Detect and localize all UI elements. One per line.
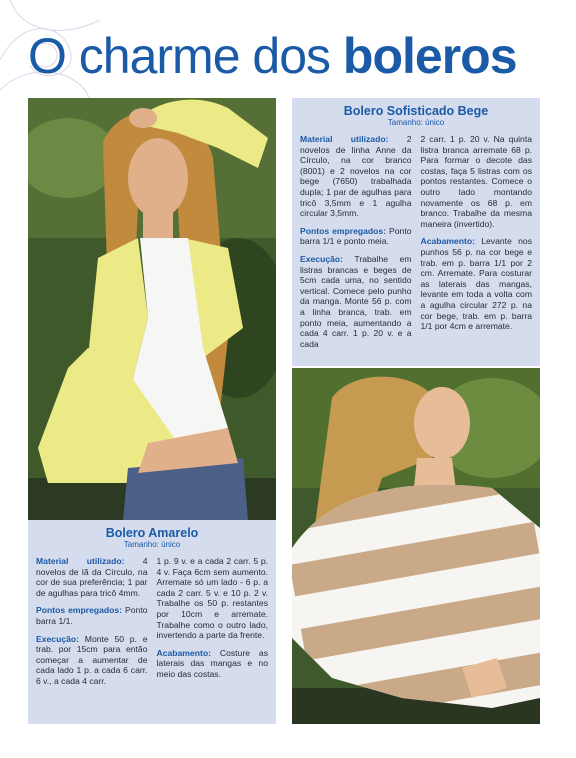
bolero-bege-col-2: [421, 134, 533, 356]
acabamento-label: Acabamento:: [420, 236, 475, 247]
acabamento-label: Acabamento:: [156, 647, 211, 658]
title-light: O charme dos: [28, 28, 331, 84]
execucao-label: Execução:: [300, 253, 343, 264]
pontos-text: Ponto barra 1/1.: [36, 605, 148, 626]
material-text: 4 novelos de lã da Círculo, na cor de sua preferência; 1 par de agulhas para tricô 4mm.: [36, 556, 148, 598]
bolero-amarelo-col-1: [36, 556, 148, 694]
pontos-text: Ponto barra 1/1 e ponto meia.: [300, 225, 412, 247]
bolero-amarelo-box: [28, 520, 276, 724]
acabamento-text: Costure as laterais das mangas e no meio das costas.: [156, 647, 268, 679]
photo-beige-bolero: [292, 368, 540, 724]
bolero-bege-box: [292, 98, 540, 366]
title-bold: boleros: [342, 28, 517, 84]
pontos-label: Pontos empregados:: [300, 225, 387, 236]
bolero-bege-title: Bolero Sofisticado Bege: [343, 104, 489, 118]
pontos-label: Pontos empregados:: [36, 605, 123, 616]
bolero-amarelo-size: Tamanho: único: [123, 540, 181, 549]
material-label: Material utilizado:: [300, 134, 389, 144]
execucao-text-cont: 2 carr. 1 p. 20 v. Na quinta listra branca arremate 68 p. Para formar o decote das costas, faça 5 listras com os pontos restantes. Comece o outro lado montando novamente os 68 p. em branco. Trabalhe da mesma maneira (invertido).: [420, 134, 532, 229]
execucao-text: Monte 50 p. e trab. por 15cm para então começar a aumentar de cada lado 1 p. a cada 6 carr. 6 v., a cada 4 carr.: [36, 633, 148, 686]
page-title: [28, 28, 517, 84]
acabamento-text: Levante nos punhos 56 p. na cor bege e trab. em p. barra 1/1 por 2 cm. Arremate. Para costurar as laterais das mangas, levante em toda a volta com a agulha circular 272 p. na cor bege, trab. em p. barra 1/1 por 4cm e arremate.: [420, 236, 532, 332]
material-text: 2 novelos de linha Anne da Círculo, na cor branco (8001) e 2 novelos na cor bege (7650) trabalhada dupla; 1 par de agulhas para tricô 3,5mm e 1 agulha circular 3,5mm.: [300, 134, 412, 219]
bolero-amarelo-title: Bolero Amarelo: [105, 526, 199, 540]
bolero-amarelo-col-2: [157, 556, 269, 694]
execucao-text-cont: 1 p. 9 v. e a cada 2 carr. 5 p. 4 v. Faça 6cm sem aumento. Arremate só um lado - 6 p. a cada 2 carr. 5 v. e 10 p. 2 v. Trabalhe os 50 p. restantes por 10cm e arremate. Trabalhe como o outro lado, invertendo a parte da frente.: [156, 556, 268, 641]
execucao-text: Trabalhe em listras brancas e beges de 5cm cada uma, no sentido vertical. Comece pelo punho da manga. Monte 56 p. com a linha branca, trab. em ponto meia, aumentando a cada 4 carr. 1 p. 20 v. e a cada: [300, 253, 412, 349]
bolero-bege-col-1: [300, 134, 412, 356]
execucao-label: Execução:: [36, 633, 79, 644]
photo-yellow-bolero: [28, 98, 276, 520]
bolero-bege-size: Tamanho: único: [387, 118, 445, 127]
material-label: Material utilizado:: [36, 556, 125, 566]
